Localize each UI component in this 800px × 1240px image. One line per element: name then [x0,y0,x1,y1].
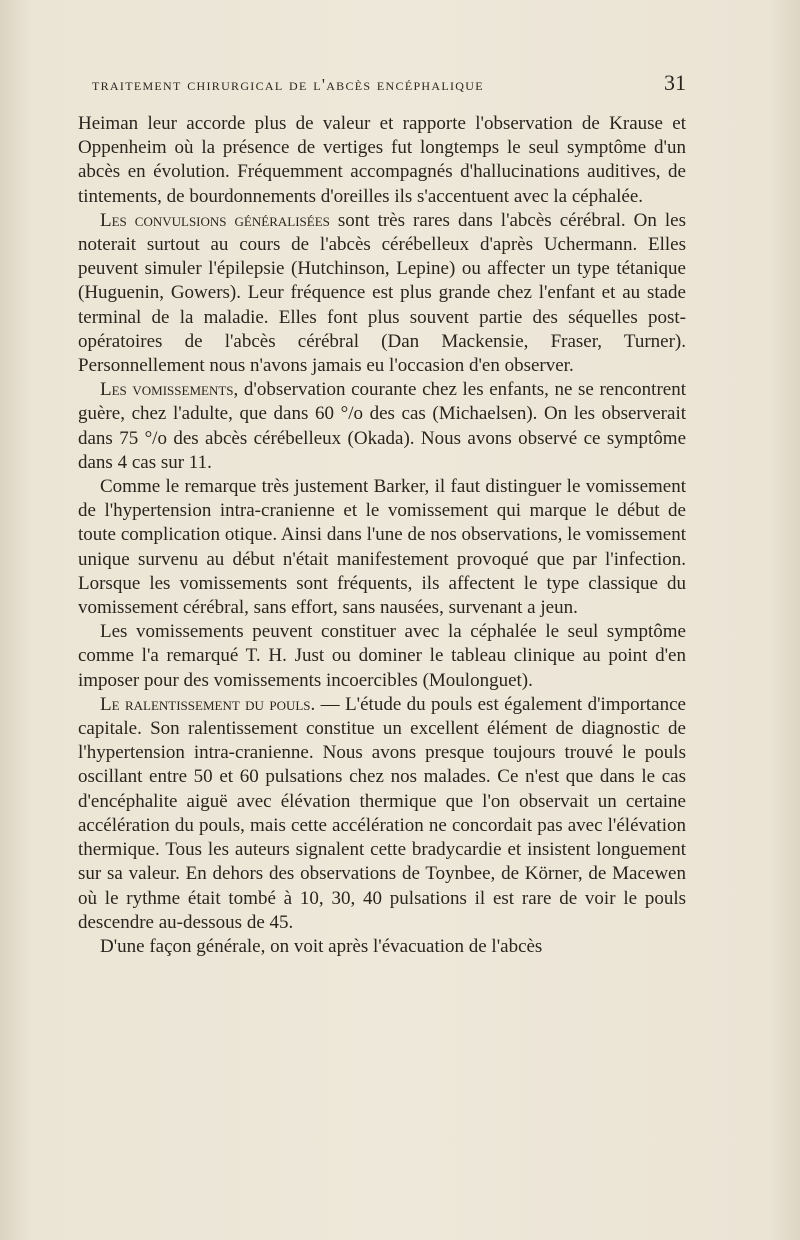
paragraph-text: sont très rares dans l'abcès cérébral. On les noterait surtout au cours de l'abcès cérébelleux d'après Uchermann. Elles peuvent simuler l'épilepsie (Hutchinson, Lepine) ou affecter un type tétanique (Huguenin, Gowers). Leur fréquence est plus grande chez l'enfant et au stade terminal de la maladie. Elles font plus souvent partie des séquelles post-opératoires de l'abcès cérébral (Dan Mackensie, Fraser, Turner). Personnellement nous n'avons jamais eu l'occasion d'en observer. [78,209,686,377]
paragraph [78,475,686,620]
paragraph [78,112,686,209]
paragraph-text: D'une façon générale, on voit après l'évacuation de l'abcès [100,935,543,957]
paragraph-lead: Les vomissements [100,379,234,401]
paragraph [78,378,686,475]
paragraph-lead: Les convulsions généralisées [100,209,330,231]
body-text [78,112,686,959]
paragraph-text: Heiman leur accorde plus de valeur et rapporte l'observation de Krause et Oppenheim où la présence de vertiges fut longtemps le seul symptôme d'un abcès en évolution. Fréquemment accompagnés d'hallucinations auditives, de tintements, de bourdonnements d'oreilles ils s'accentuent avec la céphalée. [78,113,686,207]
running-title: traitement chirurgical de l'abcès encéphalique [92,75,484,94]
paragraph [78,935,686,959]
paragraph-text: , d'observation courante chez les enfants, ne se rencontrent guère, chez l'adulte, que dans 60 °/o des cas (Michaelsen). On les observerait dans 75 °/o des abcès cérébelleux (Okada). Nous avons observé ce symptôme dans 4 cas sur 11. [78,379,686,473]
page-number: 31 [664,70,686,95]
paragraph-lead: Le ralentissement du pouls. [100,693,316,715]
paragraph-text: Les vomissements peuvent constituer avec la céphalée le seul symptôme comme l'a remarqué T. H. Just ou dominer le tableau clinique au point d'en imposer pour des vomissements incoercibles (Moulonguet). [78,621,686,691]
paragraph [78,693,686,935]
paragraph [78,620,686,693]
paragraph-text: Comme le remarque très justement Barker, il faut distinguer le vomissement de l'hypertension intra-cranienne et le vomissement qui marque le début de toute complication otique. Ainsi dans l'une de nos observations, le vomissement unique survenu au début n'était manifestement provoqué que par l'infection. Lorsque les vomissements sont fréquents, ils affectent le type classique du vomissement cérébral, sans effort, sans nausées, survenant a jeun. [78,476,686,619]
paragraph-text: — L'étude du pouls est également d'importance capitale. Son ralentissement constitue un excellent élément de diagnostic de l'hypertension intra-cranienne. Nous avons presque toujours trouvé le pouls oscillant entre 50 et 60 pulsations chez nos malades. Ce n'est que dans le cas d'encéphalite aiguë avec élévation thermique que l'on observait un certaine accélération du pouls, mais cette accélération ne concordait pas avec l'élévation thermique. Tous les auteurs signalent cette bradycardie et insistent longuement sur sa valeur. En dehors des observations de Toynbee, de Körner, de Macewen où le rythme était tombé à 10, 30, 40 pulsations il est rare de voir le pouls descendre au-dessous de 45. [78,693,686,933]
paragraph [78,209,686,378]
page-header [92,70,686,96]
